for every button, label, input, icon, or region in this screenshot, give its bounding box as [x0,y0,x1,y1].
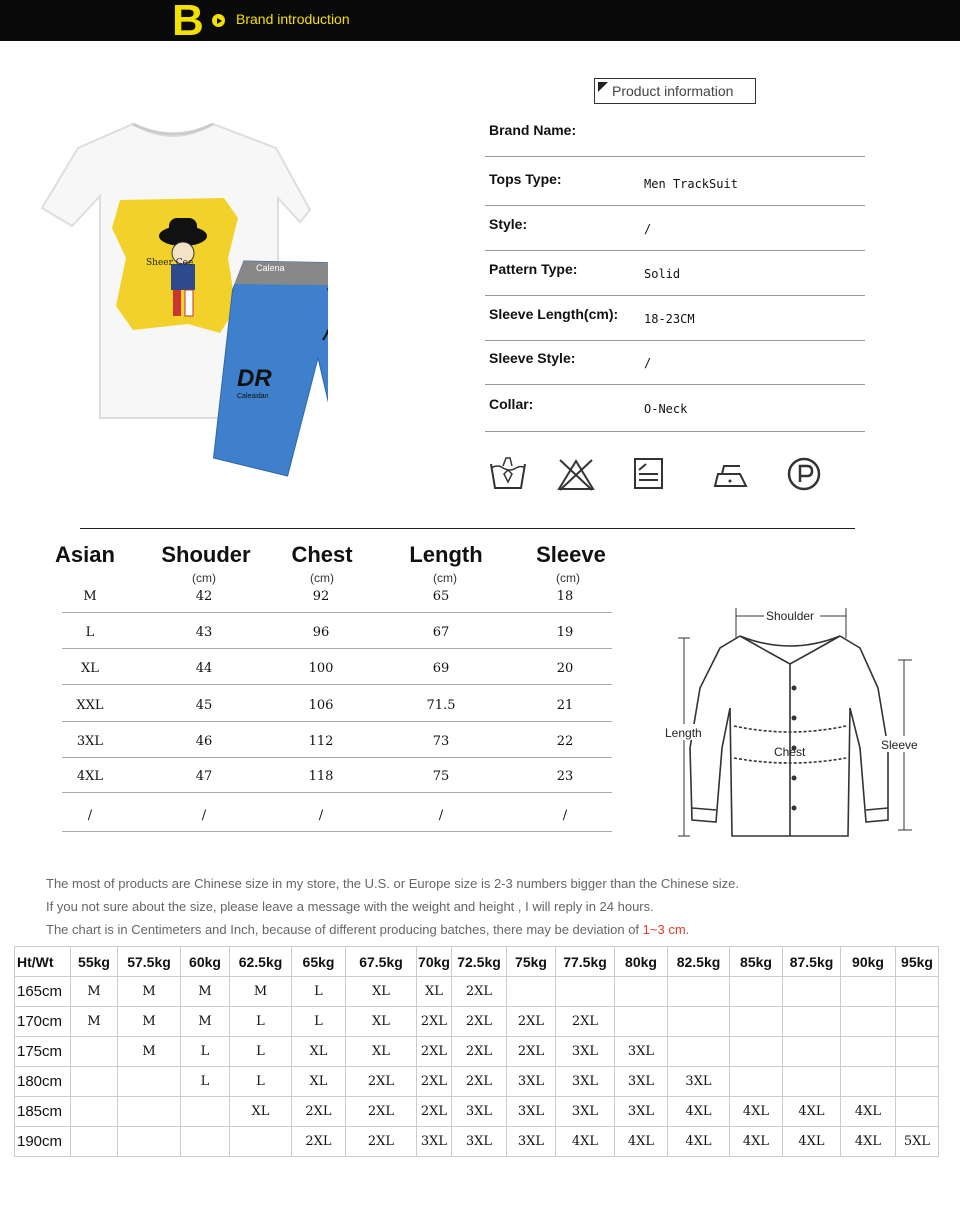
weight-header: 90kg [841,947,896,977]
weight-header: 57.5kg [118,947,181,977]
size-col-unit: (cm) [310,571,334,585]
size-cell [615,1007,668,1037]
weight-header: 62.5kg [230,947,292,977]
height-label: 165cm [15,977,71,1007]
size-cell: 4XL [841,1097,896,1127]
size-cell: 18 [556,589,574,604]
size-cell: XL [230,1097,292,1127]
info-label: Brand Name: [489,122,577,138]
size-cell: 2XL [292,1097,346,1127]
size-row [62,722,612,758]
size-cell [118,1097,181,1127]
size-cell: 65 [432,589,450,604]
size-cell: 42 [195,589,213,604]
weight-header: 85kg [730,947,783,977]
size-cell: 4XL [783,1097,841,1127]
size-cell: 3XL [615,1067,668,1097]
info-value: O-Neck [644,402,688,416]
waistband-text: Calena [256,263,285,273]
size-cell: 43 [195,625,213,640]
size-cell: / [318,808,324,823]
size-cell: 92 [312,589,330,604]
size-cell: M [83,589,97,604]
table-row [15,1127,939,1157]
height-label: 190cm [15,1127,71,1157]
size-cell: 5XL [896,1127,939,1157]
size-cell: 45 [195,698,213,713]
weight-header: 82.5kg [668,947,730,977]
size-col-header: Chest [291,542,353,567]
size-cell: 4XL [76,769,104,784]
diagram-chest-label: Chest [774,745,806,759]
size-col-header: Sleeve [536,542,606,567]
size-cell: L [230,1037,292,1067]
size-cell [841,1067,896,1097]
size-cell [896,977,939,1007]
info-value: Men TrackSuit [644,177,738,191]
shirt-print-text: Sheer Cee [146,258,194,268]
size-cell: 21 [556,698,574,713]
size-cell: XL [417,977,452,1007]
size-cell: 2XL [452,1067,507,1097]
size-row [62,686,612,722]
size-note-1: The most of products are Chinese size in my store, the U.S. or Europe size is 2-3 numbers bigger than the Chinese size. [46,876,739,891]
size-row [62,649,612,685]
size-cell: L [230,1067,292,1097]
size-cell: 3XL [452,1097,507,1127]
size-cell [556,977,615,1007]
size-cell: / [87,808,93,823]
size-cell [841,977,896,1007]
info-label: Collar: [489,396,534,412]
size-cell: XL [81,661,99,676]
weight-header: 67.5kg [346,947,417,977]
size-cell [507,977,556,1007]
size-cell: 22 [556,734,574,749]
brand-header-bar [0,0,960,45]
size-cell: L [292,977,346,1007]
shorts-print-text: DR [237,365,272,392]
table-row [15,977,939,1007]
size-cell: 3XL [668,1067,730,1097]
size-cell [668,977,730,1007]
size-cell: 2XL [507,1037,556,1067]
size-cell: 2XL [292,1127,346,1157]
info-value: 18-23CM [644,312,695,326]
size-cell: M [181,1007,230,1037]
size-cell: 100 [308,661,334,676]
size-cell [181,1097,230,1127]
size-cell: 2XL [452,977,507,1007]
height-weight-size-table [14,946,939,1157]
size-cell: 2XL [346,1127,417,1157]
table-header-row [15,947,939,977]
size-col-header: Length [409,542,483,567]
size-cell [71,1037,118,1067]
height-label: 175cm [15,1037,71,1067]
diagram-length-label: Length [665,726,702,740]
shorts-subprint-text: Caleaidan [237,393,269,400]
size-cell: M [118,1007,181,1037]
size-cell [118,1127,181,1157]
size-cell: 71.5 [426,698,456,713]
info-row-tops-type [485,161,865,206]
size-cell: 3XL [615,1097,668,1127]
size-cell [730,1037,783,1067]
size-cell: M [71,977,118,1007]
size-cell: / [438,808,444,823]
size-cell [730,1007,783,1037]
size-note-3 [46,922,689,937]
size-cell: XXL [76,698,104,713]
size-cell [668,1007,730,1037]
info-value: Solid [644,267,681,281]
size-cell: 4XL [783,1127,841,1157]
size-col-unit: (cm) [556,571,580,585]
size-cell: 2XL [417,1037,452,1067]
size-cell: XL [346,1007,417,1037]
corner-triangle-icon [598,82,608,92]
size-cell [118,1067,181,1097]
dry-clean-icon [786,456,826,492]
size-cell: 4XL [730,1097,783,1127]
size-note-3-text: The chart is in Centimeters and Inch, because of different producing batches, there may be deviation of [46,922,643,937]
size-cell: 3XL [556,1097,615,1127]
size-cell: L [181,1037,230,1067]
size-cell: 2XL [346,1067,417,1097]
size-cell [668,1037,730,1067]
size-note-3-end: . [685,922,690,937]
size-cell: L [85,625,95,640]
size-cell: 3XL [556,1067,615,1097]
size-cell: 47 [195,769,213,784]
size-row [62,613,612,649]
size-cell: 2XL [507,1007,556,1037]
size-col-header: Shouder [161,542,251,567]
diagram-shoulder-label: Shoulder [766,609,815,623]
size-cell: M [118,977,181,1007]
size-cell [230,1127,292,1157]
size-cell: / [562,808,568,823]
size-cell: 75 [432,769,450,784]
size-cell [730,1067,783,1097]
size-cell: 69 [432,661,450,676]
info-label: Style: [489,216,528,232]
size-cell: XL [346,977,417,1007]
size-cell: M [71,1007,118,1037]
size-cell: 73 [432,734,450,749]
size-cell: 4XL [668,1127,730,1157]
info-label: Tops Type: [489,171,562,187]
size-cell: 3XL [507,1067,556,1097]
size-cell [841,1037,896,1067]
section-divider [80,528,855,529]
size-cell [71,1097,118,1127]
weight-header: 55kg [71,947,118,977]
size-cell [71,1127,118,1157]
table-corner-cell: Ht/Wt [15,947,71,977]
size-cell: 118 [308,769,334,784]
size-cell [730,977,783,1007]
size-cell: 23 [556,769,574,784]
size-cell: XL [346,1037,417,1067]
weight-header: 60kg [181,947,230,977]
info-label: Pattern Type: [489,261,578,277]
size-cell: 3XL [507,1097,556,1127]
weight-header: 65kg [292,947,346,977]
size-cell [615,977,668,1007]
size-note-2: If you not sure about the size, please leave a message with the weight and height , I will reply in 24 hours. [46,899,654,914]
size-cell: 44 [195,661,213,676]
size-cell: 2XL [452,1007,507,1037]
size-cell [896,1097,939,1127]
size-cell: 46 [195,734,213,749]
table-row [15,1067,939,1097]
size-cell: 106 [308,698,334,713]
size-cell [783,1067,841,1097]
shirt-measurement-diagram [660,598,922,848]
tumble-dry-icon [630,456,670,492]
info-row-pattern-type [485,251,865,296]
info-label: Sleeve Style: [489,350,576,366]
size-col-unit: (cm) [433,571,457,585]
weight-header: 70kg [417,947,452,977]
info-value: / [644,222,652,236]
size-cell: 2XL [556,1007,615,1037]
diagram-sleeve-label: Sleeve [881,738,918,752]
weight-header: 95kg [896,947,939,977]
size-cell: 3XL [452,1127,507,1157]
deviation-highlight: 1~3 cm [642,922,686,937]
size-cell: 112 [308,734,334,749]
size-cell: 67 [432,625,450,640]
table-row [15,1007,939,1037]
size-cell [783,1007,841,1037]
table-row [15,1037,939,1067]
size-cell: 2XL [452,1037,507,1067]
size-cell: XL [292,1037,346,1067]
size-cell: 2XL [417,1007,452,1037]
iron-icon [710,456,750,492]
product-information-label: Product information [612,83,734,99]
size-cell: L [181,1067,230,1097]
size-cell: 3XL [507,1127,556,1157]
table-row [15,1097,939,1127]
size-cell: 4XL [556,1127,615,1157]
size-row [62,577,612,613]
play-arrow-icon [212,14,225,27]
height-label: 170cm [15,1007,71,1037]
size-cell: 19 [556,625,574,640]
size-row [62,757,612,793]
size-cell [181,1127,230,1157]
size-cell: XL [292,1067,346,1097]
brand-intro-title: Brand introduction [236,11,350,27]
size-cell: L [292,1007,346,1037]
info-label: Sleeve Length(cm): [489,306,619,322]
size-cell: / [201,808,207,823]
do-not-bleach-icon [556,456,596,492]
product-information-tag [594,78,756,104]
size-cell: 3XL [615,1037,668,1067]
size-cell: 3XL [556,1037,615,1067]
size-cell: 4XL [730,1127,783,1157]
size-cell: 96 [312,625,330,640]
size-cell: L [230,1007,292,1037]
size-cell: 3XL [76,734,104,749]
size-cell: M [181,977,230,1007]
size-cell: 4XL [668,1097,730,1127]
size-col-unit: (cm) [192,571,216,585]
size-cell [896,1037,939,1067]
info-row-collar [485,386,865,432]
size-cell: 4XL [841,1127,896,1157]
size-cell: M [230,977,292,1007]
weight-header: 72.5kg [452,947,507,977]
weight-header: 87.5kg [783,947,841,977]
size-cell [71,1067,118,1097]
size-col-header: Asian [55,542,115,567]
size-cell: 2XL [346,1097,417,1127]
info-row-brand-name [485,112,865,157]
info-value: / [644,356,652,370]
size-cell [783,1037,841,1067]
size-cell [896,1007,939,1037]
weight-header: 80kg [615,947,668,977]
size-cell: 20 [556,661,574,676]
height-label: 180cm [15,1067,71,1097]
info-row-style [485,206,865,251]
info-row-sleeve-style [485,340,865,385]
size-cell [841,1007,896,1037]
size-cell [783,977,841,1007]
info-row-sleeve-length [485,296,865,341]
size-cell: 2XL [417,1097,452,1127]
brand-letter-logo: B [172,0,204,45]
size-cell: 3XL [417,1127,452,1157]
size-cell: M [118,1037,181,1067]
weight-header: 75kg [507,947,556,977]
hand-wash-icon [488,456,528,492]
size-cell: 4XL [615,1127,668,1157]
size-cell: 2XL [417,1067,452,1097]
weight-header: 77.5kg [556,947,615,977]
size-row [62,796,612,832]
size-cell [896,1067,939,1097]
product-photo [38,118,328,488]
height-label: 185cm [15,1097,71,1127]
